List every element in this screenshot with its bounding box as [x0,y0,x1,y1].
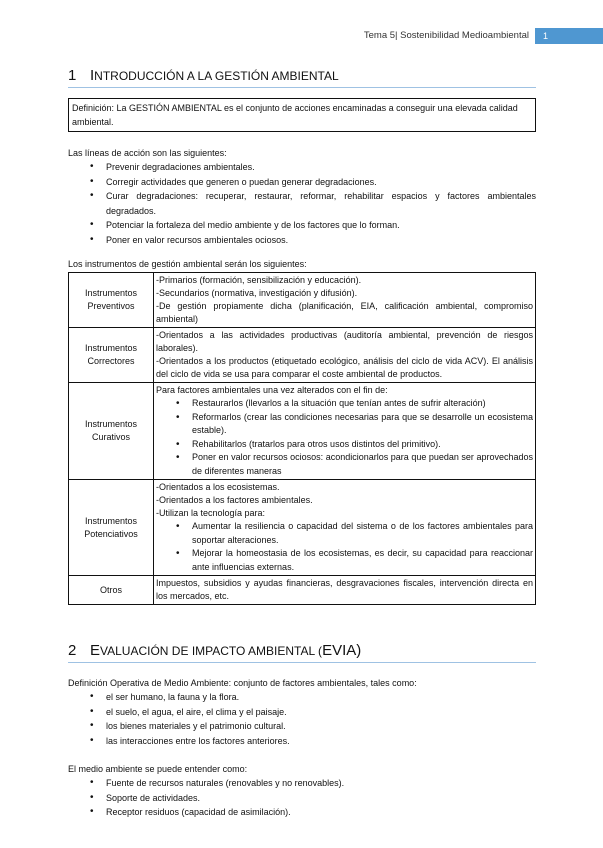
instruments-intro: Los instrumentos de gestión ambiental serán los siguientes: [68,259,307,269]
section-1-title-initial: I [90,67,95,84]
page-header [0,28,603,44]
instrument-name-cell: Instrumentos Potenciativos [69,480,154,576]
instrument-bullets [156,397,533,478]
env-understanding-item: • Soporte de actividades. [106,791,536,806]
action-line-item: • Poner en valor recursos ambientales ociosos. [106,233,536,248]
instrument-desc-cell [154,576,536,605]
table-row [69,576,536,605]
instrument-line: -Primarios (formación, sensibilización y educación). [156,275,362,285]
section-2-title-close: ) [356,642,362,659]
instrument-bullet: • Poner en valor recursos ociosos: acondicionarlos para que puedan ser aprovechados de diferentes maneras [192,451,533,478]
instrument-name-cell: Instrumentos Correctores [69,328,154,383]
table-row [69,383,536,480]
instrument-bullet: • Aumentar la resiliencia o capacidad del sistema o de los factores ambientales para soportar alteraciones. [192,520,533,547]
table-row [69,273,536,328]
instruments-table [68,272,536,605]
instrument-desc-cell [154,328,536,383]
table-row [69,480,536,576]
section-2-heading [68,642,536,663]
instrument-name-cell: Instrumentos Preventivos [69,273,154,328]
instrument-bullets [156,520,533,574]
action-line-item: • Potenciar la fortaleza del medio ambiente y de los factores que lo forman. [106,218,536,233]
action-line-item: • Prevenir degradaciones ambientales. [106,160,536,175]
action-line-item: • Corregir actividades que generen o puedan generar degradaciones. [106,175,536,190]
section-2-title-initial: E [90,642,101,659]
action-line-item: • Curar degradaciones: recuperar, restaurar, reformar, rehabilitar espacios y factores ambientales degradados. [106,189,536,218]
instrument-desc-cell [154,273,536,328]
env-factor-item: • el ser humano, la fauna y la flora. [106,690,536,705]
env-understanding-intro: El medio ambiente se puede entender como: [68,764,248,774]
section-2-title-rest: VALUACIÓN DE IMPACTO AMBIENTAL ( [100,644,323,658]
section-1-title-rest: NTRODUCCIÓN A LA GESTIÓN AMBIENTAL [94,69,339,83]
section-1-heading [68,67,536,88]
instrument-bullet: • Restaurarlos (llevarlos a la situación que tenían antes de sufrir alteración) [192,397,533,411]
instrument-name-cell: Instrumentos Curativos [69,383,154,480]
table-row [69,328,536,383]
instrument-desc-cell [154,383,536,480]
instrument-line: Impuestos, subsidios y ayudas financieras, desgravaciones fiscales, intervención directa en los mercados, etc. [156,578,533,601]
env-understanding-item: • Fuente de recursos naturales (renovables y no renovables). [106,776,536,791]
action-lines-block [68,146,536,247]
instrument-line: -Secundarios (normativa, investigación y difusión). [156,288,358,298]
env-understanding-block [68,762,536,820]
env-factor-item: • los bienes materiales y el patrimonio cultural. [106,719,536,734]
instrument-line: -Orientados a las actividades productivas (auditoría ambiental, prevención de riesgos laborales). [156,330,533,353]
instrument-line: -Orientados a los productos (etiquetado ecológico, análisis del ciclo de vida ACV). El análisis del ciclo de vida se usa para comparar el coste ambiental de productos. [156,356,533,379]
section-2-number: 2 [68,642,77,659]
instrument-line: -Orientados a los ecosistemas. [156,482,280,492]
page-number: 1 [535,28,603,44]
instrument-intro: Para factores ambientales una vez alterados con el fin de: [156,385,388,395]
instrument-line: -De gestión propiamente dicha (planificación, EIA, calificación ambiental, compromiso ambiental) [156,301,533,324]
action-lines-intro: Las líneas de acción son las siguientes: [68,148,227,158]
env-definition-block [68,676,536,748]
section-2-title-acronym: EVIA [322,642,357,659]
instrument-bullet: • Reformarlos (crear las condiciones necesarias para que se desarrolle un ecosistema estable). [192,411,533,438]
env-definition-intro: Definición Operativa de Medio Ambiente: conjunto de factores ambientales, tales como: [68,678,417,688]
env-factor-item: • el suelo, el agua, el aire, el clima y el paisaje. [106,705,536,720]
instrument-line: -Orientados a los factores ambientales. [156,495,313,505]
instrument-bullet: • Rehabilitarlos (tratarlos para otros usos distintos del primitivo). [192,438,533,452]
section-1-number: 1 [68,67,77,84]
env-understanding-list [68,776,536,820]
definition-box: Definición: La GESTIÓN AMBIENTAL es el conjunto de acciones encaminadas a conseguir una elevada calidad ambiental. [68,98,536,132]
env-factor-item: • las interacciones entre los factores anteriores. [106,734,536,749]
env-understanding-item: • Receptor residuos (capacidad de asimilación). [106,805,536,820]
header-title: Tema 5| Sostenibilidad Medioambiental [363,30,529,41]
instrument-desc-cell [154,480,536,576]
env-factors-list [68,690,536,748]
instrument-line: -Utilizan la tecnología para: [156,508,266,518]
instrument-name-cell: Otros [69,576,154,605]
instrument-bullet: • Mejorar la homeostasia de los ecosistemas, es decir, su capacidad para reaccionar ante influencias externas. [192,547,533,574]
action-lines-list [68,160,536,247]
